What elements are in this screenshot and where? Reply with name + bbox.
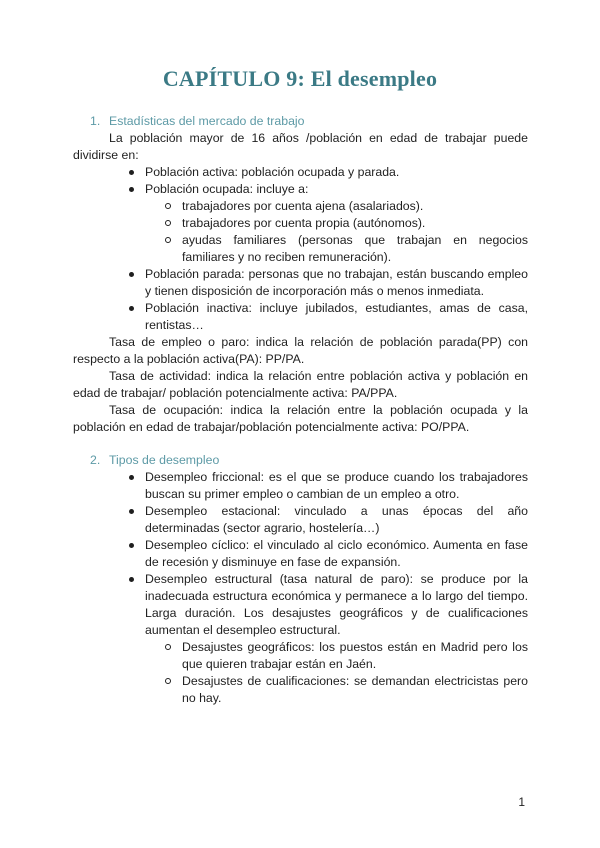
rate-activity: Tasa de actividad: indica la relación entre población activa y población en edad de trabajar/ población potencialmente activa: PA/PPA. bbox=[73, 369, 528, 400]
list-item: Población ocupada: incluye a: trabajadores por cuenta ajena (asalariados). trabajadores por cuenta propia (autónomos). ayudas familiares (personas que trabajan en negocios familiares y no reciben remuneración). bbox=[73, 181, 528, 266]
list-item: Población parada: personas que no trabajan, están buscando empleo y tienen disposición de incorporación más o menos inmediata. bbox=[73, 266, 528, 300]
hollow-bullet-icon bbox=[165, 678, 171, 684]
section-1-intro: La población mayor de 16 años /población en edad de trabajar puede dividirse en: bbox=[73, 131, 528, 162]
page-number: 1 bbox=[518, 795, 525, 809]
bullet-icon bbox=[129, 170, 134, 175]
rate-occupation: Tasa de ocupación: indica la relación entre la población ocupada y la población en edad de trabajar/población potencialmente activa: PO/PPA. bbox=[73, 403, 528, 434]
section-2-title: Tipos de desempleo bbox=[109, 453, 220, 467]
bullet-icon bbox=[129, 509, 134, 514]
list-item: Población inactiva: incluye jubilados, estudiantes, amas de casa, rentistas… bbox=[73, 300, 528, 334]
list-item: Desempleo estacional: vinculado a unas épocas del año determinadas (sector agrario, hostelería…) bbox=[73, 503, 528, 537]
section-2-heading bbox=[73, 452, 528, 469]
sublist-item: trabajadores por cuenta ajena (asalariados). bbox=[145, 198, 528, 215]
population-list bbox=[73, 164, 528, 334]
section-1-title: Estadísticas del mercado de trabajo bbox=[109, 114, 305, 128]
sublist-item: Desajustes geográficos: los puestos están en Madrid pero los que quieren trabajar están en Jaén. bbox=[145, 639, 528, 673]
section-1-heading bbox=[73, 113, 528, 130]
list-item: Población activa: población ocupada y parada. bbox=[73, 164, 528, 181]
structural-sublist bbox=[145, 639, 528, 707]
page-title: CAPÍTULO 9: El desempleo bbox=[162, 66, 438, 91]
list-item: Desempleo cíclico: el vinculado al ciclo económico. Aumenta en fase de recesión y disminuye en fase de expansión. bbox=[73, 537, 528, 571]
bullet-icon bbox=[129, 187, 134, 192]
hollow-bullet-icon bbox=[165, 237, 171, 243]
bullet-icon bbox=[129, 475, 134, 480]
hollow-bullet-icon bbox=[165, 203, 171, 209]
section-2-number: 2. bbox=[90, 453, 101, 467]
bullet-icon bbox=[129, 272, 134, 277]
document-body bbox=[73, 113, 528, 707]
sublist-item: Desajustes de cualificaciones: se demandan electricistas pero no hay. bbox=[145, 673, 528, 707]
hollow-bullet-icon bbox=[165, 644, 171, 650]
list-item: Desempleo friccional: es el que se produce cuando los trabajadores buscan su primer empleo o cambian de un empleo a otro. bbox=[73, 469, 528, 503]
section-1-number: 1. bbox=[90, 114, 101, 128]
hollow-bullet-icon bbox=[165, 220, 171, 226]
sublist-item: trabajadores por cuenta propia (autónomos). bbox=[145, 215, 528, 232]
sublist-item: ayudas familiares (personas que trabajan en negocios familiares y no reciben remuneración). bbox=[145, 232, 528, 266]
occupied-sublist bbox=[145, 198, 528, 266]
bullet-icon bbox=[129, 306, 134, 311]
rate-employment: Tasa de empleo o paro: indica la relación de población parada(PP) con respecto a la población activa(PA): PP/PA. bbox=[73, 335, 528, 366]
unemployment-types-list bbox=[73, 469, 528, 707]
bullet-icon bbox=[129, 543, 134, 548]
bullet-icon bbox=[129, 577, 134, 582]
list-item: Desempleo estructural (tasa natural de paro): se produce por la inadecuada estructura económica y permanece a lo largo del tiempo. Larga duración. Los desajustes geográficos y de cualificaciones aumentan el desempleo estructural. Desajustes geográficos: los puestos están en Madrid pero los que quieren trabajar están en Jaén. Desajustes de cualificaciones: se demandan electricistas pero no hay. bbox=[73, 571, 528, 707]
